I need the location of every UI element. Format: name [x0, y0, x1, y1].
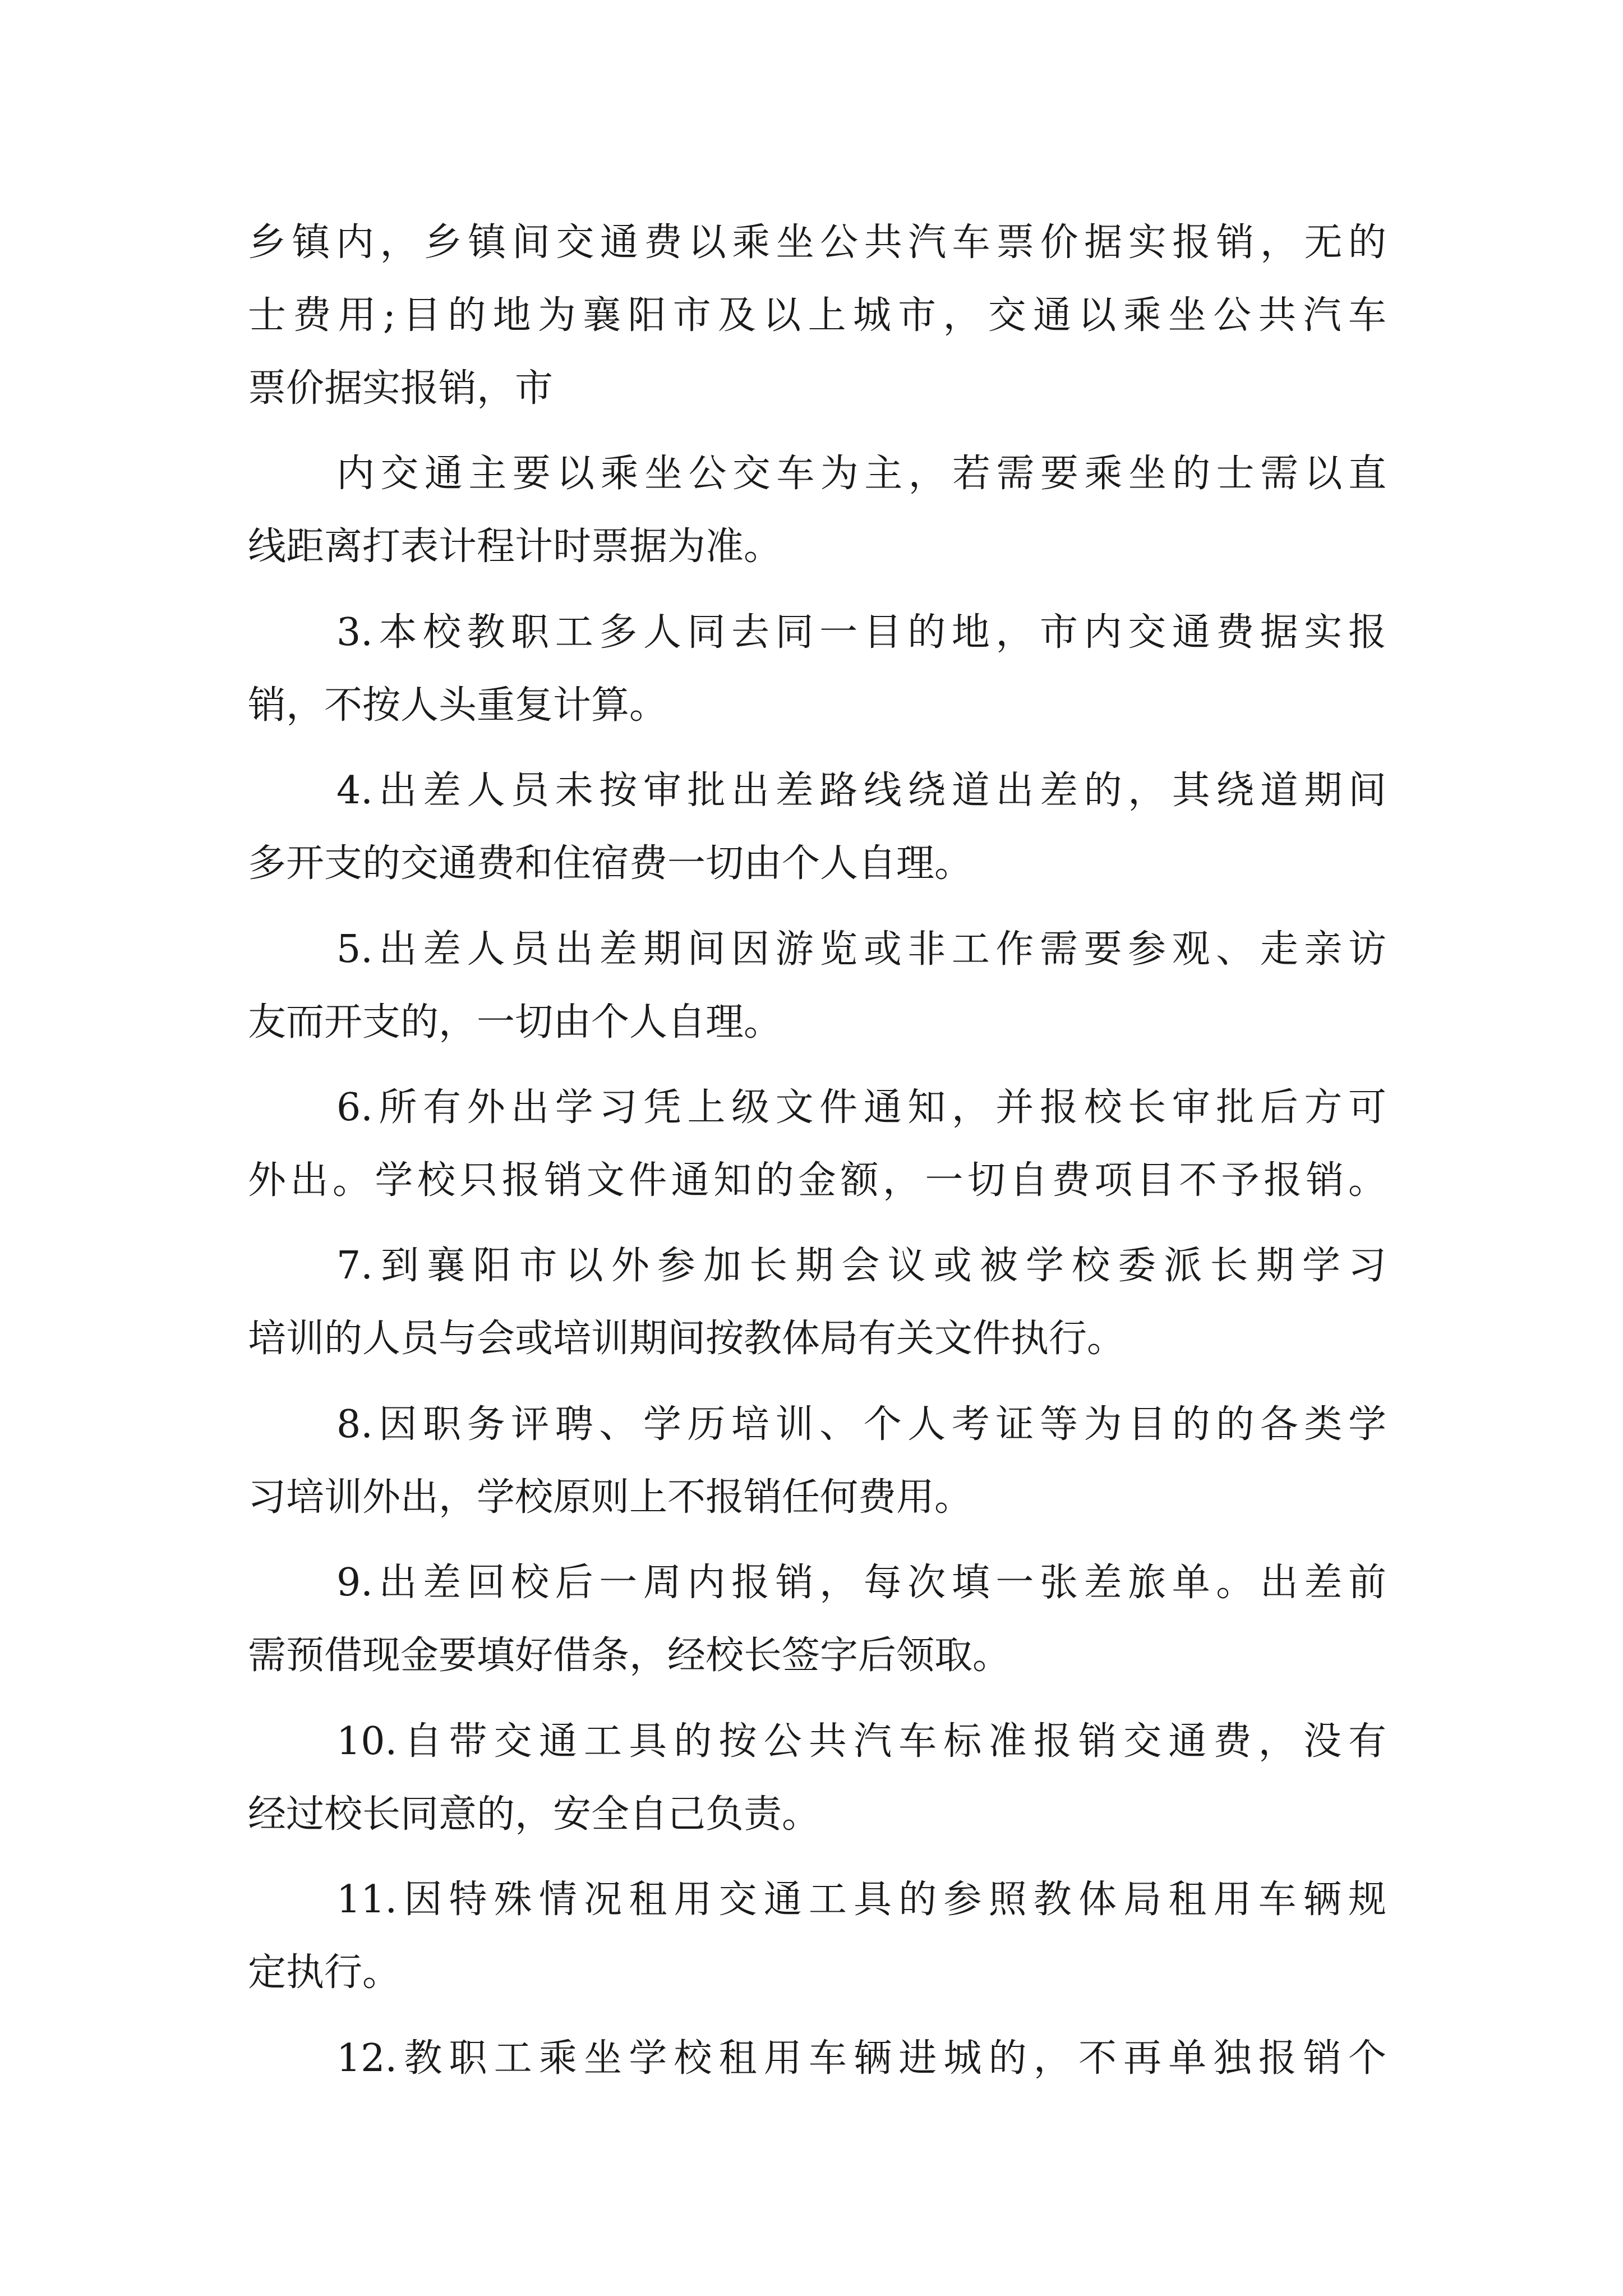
text-line: 4.出差人员未按审批出差路线绕道出差的，其绕道期间 [336, 769, 1386, 813]
text-line: 定执行。 [248, 1950, 401, 1995]
text-line: 需预借现金要填好借条，经校长签字后领取。 [248, 1634, 1011, 1678]
text-line: 经过校长同意的，安全自己负责。 [248, 1792, 820, 1837]
text-line: 9.出差回校后一周内报销，每次填一张差旅单。出差前 [336, 1561, 1386, 1605]
text-line: 培训的人员与会或培训期间按教体局有关文件执行。 [248, 1317, 1126, 1361]
text-line: 习培训外出，学校原则上不报销任何费用。 [248, 1475, 973, 1520]
text-line: 友而开支的，一切由个人自理。 [248, 1000, 782, 1045]
text-line: 11.因特殊情况租用交通工具的参照教体局租用车辆规 [336, 1878, 1386, 1922]
text-line: 10.自带交通工具的按公共汽车标准报销交通费，没有 [336, 1719, 1386, 1764]
text-line: 多开支的交通费和住宿费一切由个人自理。 [248, 841, 973, 886]
text-line: 士费用;目的地为襄阳市及以上城市，交通以乘坐公共汽车 [248, 293, 1386, 338]
text-line: 6.所有外出学习凭上级文件通知，并报校长审批后方可 [336, 1085, 1386, 1130]
text-line: 线距离打表计程计时票据为准。 [248, 524, 782, 569]
text-line: 外出。学校只报销文件通知的金额，一切自费项目不予报销。 [248, 1158, 1386, 1203]
text-line: 12.教职工乘坐学校租用车辆进城的，不再单独报销个 [336, 2036, 1386, 2081]
text-line: 5.出差人员出差期间因游览或非工作需要参观、走亲访 [336, 927, 1386, 972]
text-line: 票价据实报销，市 [248, 366, 554, 411]
text-line: 3.本校教职工多人同去同一目的地，市内交通费据实报 [336, 610, 1386, 655]
text-line: 8.因职务评聘、学历培训、个人考证等为目的的各类学 [336, 1402, 1386, 1447]
text-line: 销，不按人头重复计算。 [248, 683, 668, 728]
text-line: 乡镇内，乡镇间交通费以乘坐公共汽车票价据实报销，无的 [248, 220, 1386, 265]
text-line: 内交通主要以乘坐公交车为主，若需要乘坐的士需以直 [336, 452, 1386, 496]
text-line: 7.到襄阳市以外参加长期会议或被学校委派长期学习 [336, 1244, 1386, 1288]
